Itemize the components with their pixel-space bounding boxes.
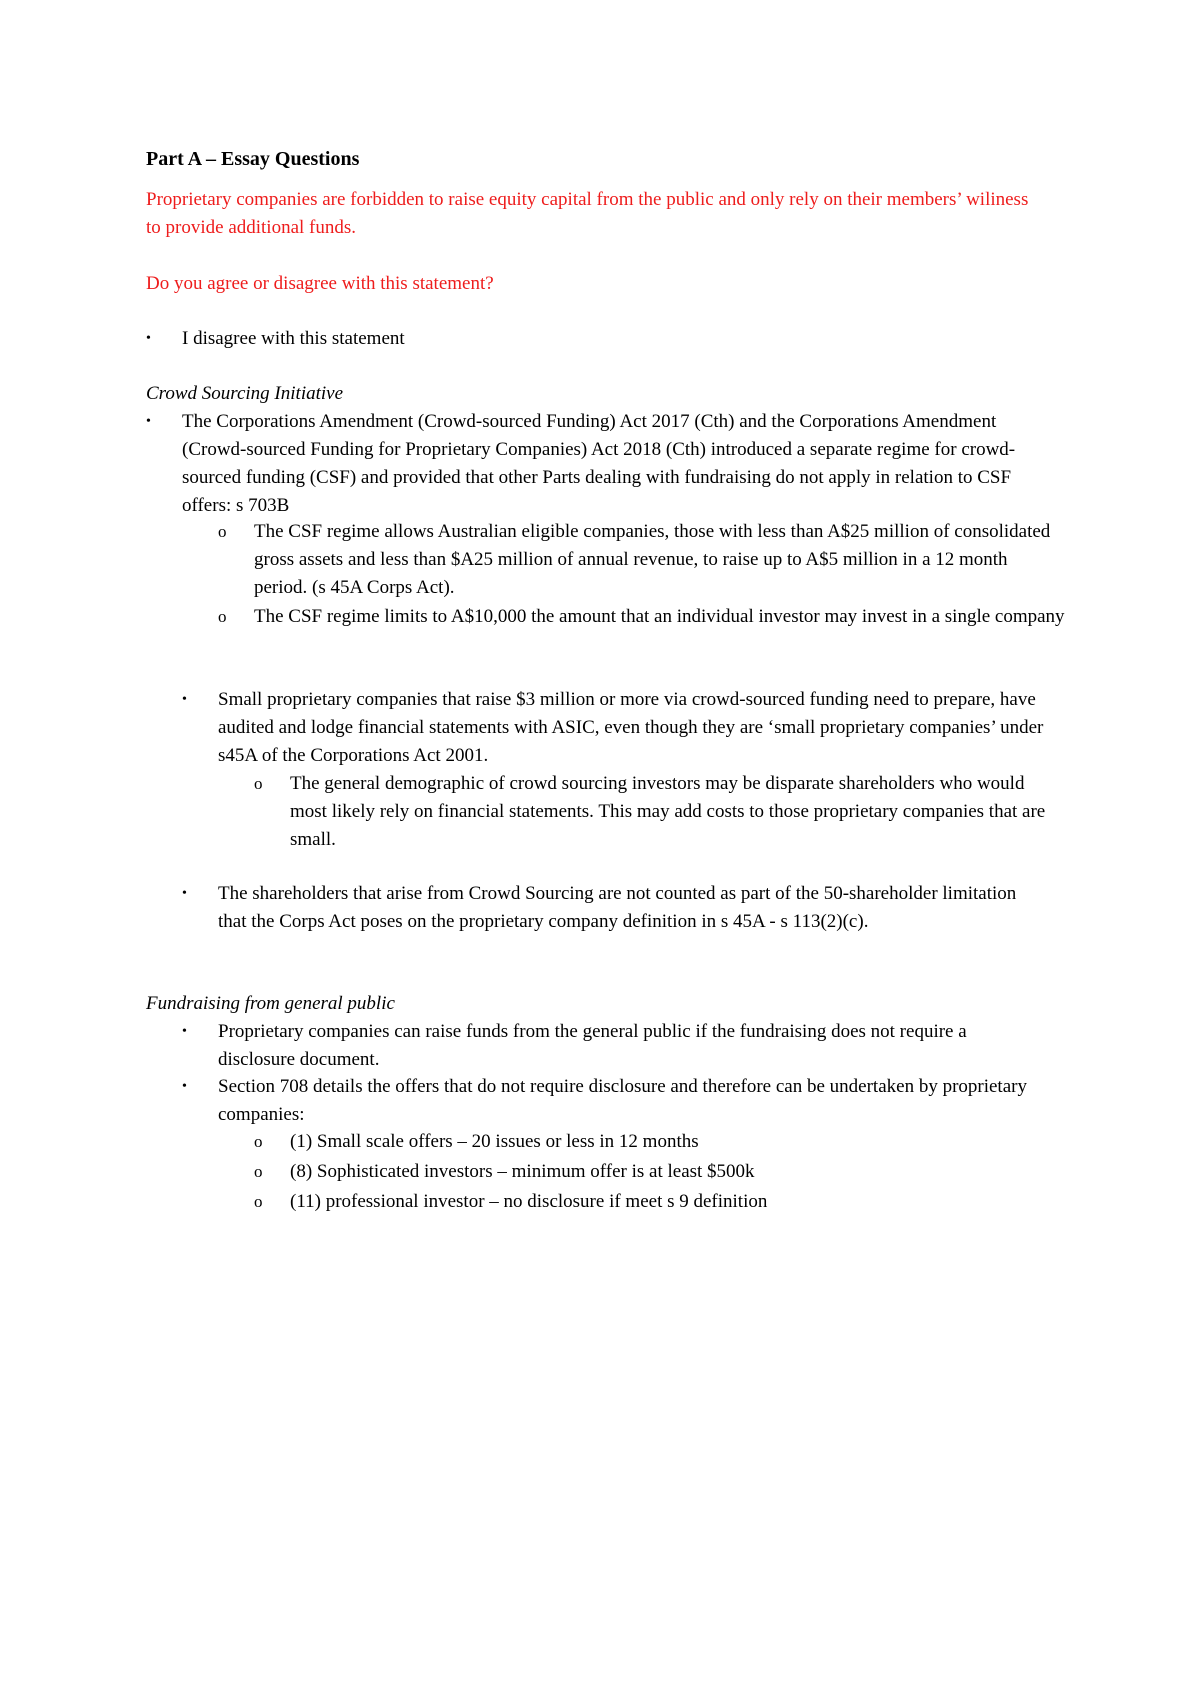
list-item-text: Proprietary companies can raise funds from the general public if the fundraising does not require a disclosure document. xyxy=(218,1021,967,1070)
sub-list-item-text: (8) Sophisticated investors – minimum offer is at least $500k xyxy=(290,1161,755,1182)
sub-bullet-icon: o xyxy=(254,774,263,793)
bullet-icon: • xyxy=(146,331,151,346)
sub-list-item-text: The general demographic of crowd sourcing investors may be disparate shareholders who would most likely rely on financial statements. This may add costs to those proprietary companies that are small. xyxy=(290,773,1046,850)
sub-list-item-text: (1) Small scale offers – 20 issues or less in 12 months xyxy=(290,1131,699,1152)
bullet-icon: • xyxy=(146,414,151,429)
answer-text: I disagree with this statement xyxy=(182,328,405,349)
page-heading: Part A – Essay Questions xyxy=(146,148,360,170)
section-title-crowd-sourcing: Crowd Sourcing Initiative xyxy=(146,383,344,404)
question-prompt: Do you agree or disagree with this statement? xyxy=(146,273,494,294)
list-item-text: The shareholders that arise from Crowd Sourcing are not counted as part of the 50-shareholder limitation that the Corps Act poses on the proprietary company definition in s 45A - s 113(2)(c). xyxy=(218,883,1017,932)
list-item-text: Section 708 details the offers that do not require disclosure and therefore can be undertaken by proprietary companies: xyxy=(218,1076,1027,1125)
bullet-icon: • xyxy=(182,692,187,707)
bullet-icon: • xyxy=(182,1024,187,1039)
sub-list-item-text: The CSF regime limits to A$10,000 the amount that an individual investor may invest in a single company xyxy=(254,606,1065,627)
list-item-text: The Corporations Amendment (Crowd-sourced Funding) Act 2017 (Cth) and the Corporations Amendment (Crowd-sourced Funding for Proprietary Companies) Act 2018 (Cth) introduced a separate regime for crowd- sourced funding (CSF) and provided that other Parts dealing with fundraising do not apply in relation to CSF offers: s 703B xyxy=(182,411,1016,516)
sub-bullet-icon: o xyxy=(218,607,227,626)
sub-bullet-icon: o xyxy=(218,522,227,541)
bullet-icon: • xyxy=(182,886,187,901)
list-item-text: Small proprietary companies that raise $3 million or more via crowd-sourced funding need to prepare, have audited and lodge financial statements with ASIC, even though they are ‘small proprietary companies’ under s45A of the Corporations Act 2001. xyxy=(218,689,1044,766)
sub-list-item-text: The CSF regime allows Australian eligible companies, those with less than A$25 million of consolidated gross assets and less than $A25 million of annual revenue, to raise up to A$5 million in a 12 month period. (s 45A Corps Act). xyxy=(254,521,1051,598)
sub-list-item-text: (11) professional investor – no disclosure if meet s 9 definition xyxy=(290,1191,768,1212)
sub-bullet-icon: o xyxy=(254,1162,263,1181)
sub-bullet-icon: o xyxy=(254,1192,263,1211)
section-title-fundraising: Fundraising from general public xyxy=(146,993,395,1014)
bullet-icon: • xyxy=(182,1079,187,1094)
question-statement: Proprietary companies are forbidden to raise equity capital from the public and only rely on their members’ wiliness to provide additional funds. xyxy=(146,189,1029,238)
sub-bullet-icon: o xyxy=(254,1132,263,1151)
